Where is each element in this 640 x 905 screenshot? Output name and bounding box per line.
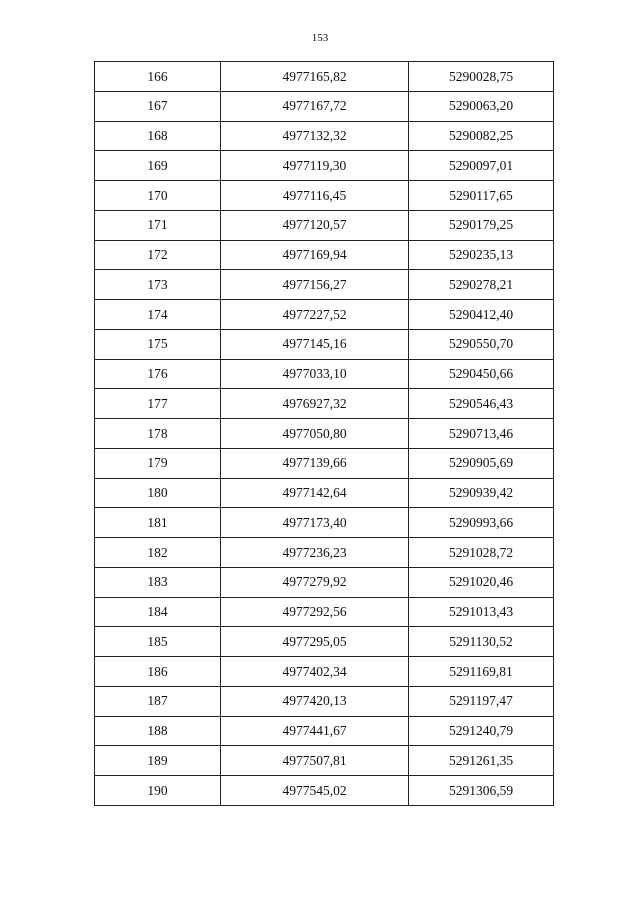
x-coordinate-cell: 4977119,30 xyxy=(221,151,409,181)
y-coordinate-cell: 5291197,47 xyxy=(409,686,554,716)
point-number-cell: 177 xyxy=(95,389,221,419)
x-coordinate-cell: 4977050,80 xyxy=(221,419,409,449)
point-number-cell: 180 xyxy=(95,478,221,508)
table-row xyxy=(95,210,554,240)
y-coordinate-cell: 5291240,79 xyxy=(409,716,554,746)
table-row xyxy=(95,776,554,806)
coordinates-table-body xyxy=(95,62,554,806)
table-row xyxy=(95,91,554,121)
y-coordinate-cell: 5290905,69 xyxy=(409,448,554,478)
x-coordinate-cell: 4977120,57 xyxy=(221,210,409,240)
x-coordinate-cell: 4977156,27 xyxy=(221,270,409,300)
y-coordinate-cell: 5290713,46 xyxy=(409,419,554,449)
y-coordinate-cell: 5290082,25 xyxy=(409,121,554,151)
table-row xyxy=(95,419,554,449)
x-coordinate-cell: 4977236,23 xyxy=(221,538,409,568)
x-coordinate-cell: 4977145,16 xyxy=(221,329,409,359)
point-number-cell: 167 xyxy=(95,91,221,121)
point-number-cell: 188 xyxy=(95,716,221,746)
x-coordinate-cell: 4977402,34 xyxy=(221,657,409,687)
y-coordinate-cell: 5291130,52 xyxy=(409,627,554,657)
y-coordinate-cell: 5290450,66 xyxy=(409,359,554,389)
table-row xyxy=(95,181,554,211)
table-row xyxy=(95,240,554,270)
point-number-cell: 182 xyxy=(95,538,221,568)
y-coordinate-cell: 5290550,70 xyxy=(409,329,554,359)
table-row xyxy=(95,300,554,330)
table-row xyxy=(95,151,554,181)
table-row xyxy=(95,508,554,538)
point-number-cell: 174 xyxy=(95,300,221,330)
x-coordinate-cell: 4977167,72 xyxy=(221,91,409,121)
point-number-cell: 187 xyxy=(95,686,221,716)
table-row xyxy=(95,62,554,92)
coordinates-table xyxy=(94,61,554,806)
x-coordinate-cell: 4977295,05 xyxy=(221,627,409,657)
y-coordinate-cell: 5290278,21 xyxy=(409,270,554,300)
table-row xyxy=(95,478,554,508)
point-number-cell: 176 xyxy=(95,359,221,389)
table-row xyxy=(95,359,554,389)
y-coordinate-cell: 5291306,59 xyxy=(409,776,554,806)
point-number-cell: 168 xyxy=(95,121,221,151)
y-coordinate-cell: 5290235,13 xyxy=(409,240,554,270)
table-row xyxy=(95,657,554,687)
x-coordinate-cell: 4977292,56 xyxy=(221,597,409,627)
point-number-cell: 179 xyxy=(95,448,221,478)
point-number-cell: 166 xyxy=(95,62,221,92)
x-coordinate-cell: 4977420,13 xyxy=(221,686,409,716)
y-coordinate-cell: 5290546,43 xyxy=(409,389,554,419)
x-coordinate-cell: 4977116,45 xyxy=(221,181,409,211)
point-number-cell: 172 xyxy=(95,240,221,270)
point-number-cell: 189 xyxy=(95,746,221,776)
point-number-cell: 171 xyxy=(95,210,221,240)
table-row xyxy=(95,567,554,597)
table-row xyxy=(95,329,554,359)
table-row xyxy=(95,686,554,716)
y-coordinate-cell: 5290993,66 xyxy=(409,508,554,538)
table-row xyxy=(95,746,554,776)
y-coordinate-cell: 5291169,81 xyxy=(409,657,554,687)
point-number-cell: 190 xyxy=(95,776,221,806)
table-row xyxy=(95,597,554,627)
x-coordinate-cell: 4977033,10 xyxy=(221,359,409,389)
x-coordinate-cell: 4977507,81 xyxy=(221,746,409,776)
x-coordinate-cell: 4977169,94 xyxy=(221,240,409,270)
table-row xyxy=(95,270,554,300)
point-number-cell: 185 xyxy=(95,627,221,657)
table-row xyxy=(95,389,554,419)
x-coordinate-cell: 4977441,67 xyxy=(221,716,409,746)
table-row xyxy=(95,448,554,478)
table-row xyxy=(95,716,554,746)
point-number-cell: 170 xyxy=(95,181,221,211)
x-coordinate-cell: 4977173,40 xyxy=(221,508,409,538)
y-coordinate-cell: 5290117,65 xyxy=(409,181,554,211)
y-coordinate-cell: 5290412,40 xyxy=(409,300,554,330)
y-coordinate-cell: 5291261,35 xyxy=(409,746,554,776)
y-coordinate-cell: 5290097,01 xyxy=(409,151,554,181)
y-coordinate-cell: 5291020,46 xyxy=(409,567,554,597)
table-row xyxy=(95,627,554,657)
point-number-cell: 178 xyxy=(95,419,221,449)
y-coordinate-cell: 5290063,20 xyxy=(409,91,554,121)
table-row xyxy=(95,121,554,151)
point-number-cell: 183 xyxy=(95,567,221,597)
y-coordinate-cell: 5290028,75 xyxy=(409,62,554,92)
y-coordinate-cell: 5291028,72 xyxy=(409,538,554,568)
x-coordinate-cell: 4977279,92 xyxy=(221,567,409,597)
x-coordinate-cell: 4976927,32 xyxy=(221,389,409,419)
point-number-cell: 186 xyxy=(95,657,221,687)
x-coordinate-cell: 4977132,32 xyxy=(221,121,409,151)
page-number: 153 xyxy=(311,32,329,44)
point-number-cell: 175 xyxy=(95,329,221,359)
table-row xyxy=(95,538,554,568)
y-coordinate-cell: 5291013,43 xyxy=(409,597,554,627)
y-coordinate-cell: 5290939,42 xyxy=(409,478,554,508)
x-coordinate-cell: 4977139,66 xyxy=(221,448,409,478)
x-coordinate-cell: 4977545,02 xyxy=(221,776,409,806)
x-coordinate-cell: 4977165,82 xyxy=(221,62,409,92)
point-number-cell: 169 xyxy=(95,151,221,181)
point-number-cell: 181 xyxy=(95,508,221,538)
y-coordinate-cell: 5290179,25 xyxy=(409,210,554,240)
point-number-cell: 173 xyxy=(95,270,221,300)
x-coordinate-cell: 4977227,52 xyxy=(221,300,409,330)
point-number-cell: 184 xyxy=(95,597,221,627)
x-coordinate-cell: 4977142,64 xyxy=(221,478,409,508)
